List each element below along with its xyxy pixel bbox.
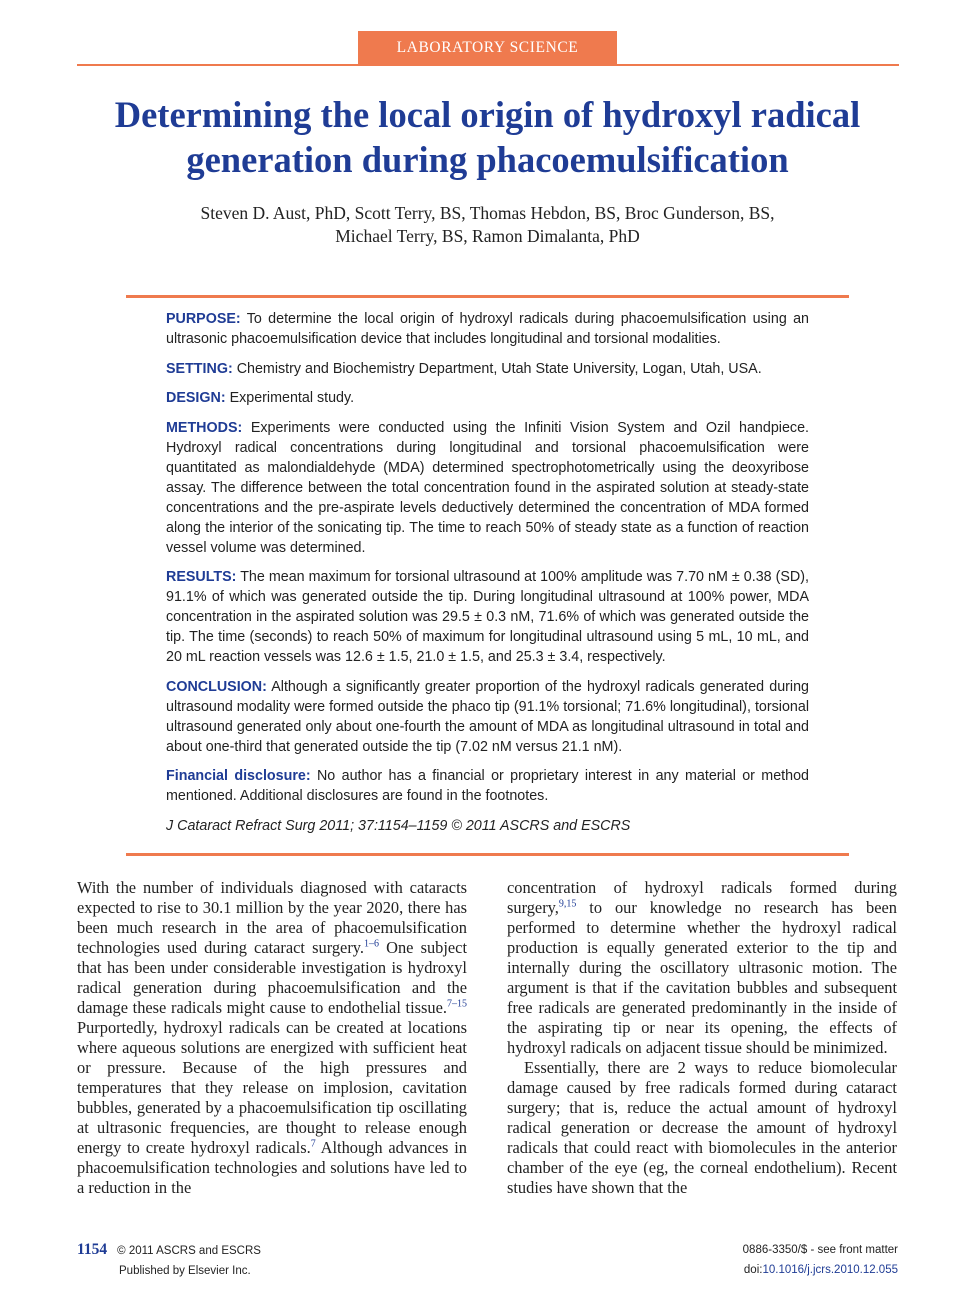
abstract-design (166, 388, 809, 408)
doi-link[interactable]: 10.1016/j.jcrs.2010.12.055 (762, 1264, 898, 1276)
results-text: The mean maximum for torsional ultrasound at 100% amplitude was 7.70 nM ± 0.38 (SD), 91.1% of which was generated outside the tip. During longitudinal ultrasound at 100% power, MDA concentration in the aspirated solution was 29.5 ± 0.3 nM, 71.6% of which was generated outside the tip. The time (seconds) to reach 50% of maximum for longitudinal ultrasound using 5 mL, 10 mL, and 20 mL reaction vessels was 12.6 ± 1.5, 21.0 ± 1.5, and 25.3 ± 3.4, respectively. (166, 569, 809, 665)
footer-issn: 0886-3350/$ - see front matter (742, 1244, 898, 1256)
footer-doi (743, 1260, 898, 1280)
reference-link[interactable]: 9,15 (558, 898, 577, 910)
abstract-results (166, 567, 809, 667)
footer-left (77, 1240, 261, 1281)
disclosure-text: No author has a financial or proprietary interest in any material or method mentioned. Additional disclosures are found in the footnotes. (166, 768, 809, 804)
abstract-conclusion (166, 677, 809, 757)
authors-line-1: Steven D. Aust, PhD, Scott Terry, BS, Thomas Hebdon, BS, Broc Gunderson, BS, (200, 203, 775, 223)
conclusion-text: Although a significantly greater proportion of the hydroxyl radicals generated during ultrasound modality were formed outside the phaco tip (91.1% torsional; 71.6% longitudinal), torsional ultrasound generated only about one-fourth the amount of MDA as longitudinal ultrasound in total and about one-third that generated outside the tip (7.02 nM versus 21.1 nM). (166, 678, 810, 755)
results-label: RESULTS: (166, 569, 237, 585)
doi-prefix: doi: (743, 1264, 763, 1276)
conclusion-label: CONCLUSION: (166, 678, 267, 695)
body-column-right (507, 878, 897, 1198)
article-title: Determining the local origin of hydroxyl radical generation during phacoemulsification (114, 94, 861, 180)
purpose-text: To determine the local origin of hydroxyl radicals during phacoemulsification using an ultrasonic phacoemulsification device that includes longitudinal and torsional modalities. (166, 311, 809, 347)
setting-text: Chemistry and Biochemistry Department, Utah State University, Logan, Utah, USA. (236, 360, 762, 377)
section-label: LABORATORY SCIENCE (358, 31, 617, 65)
author-list (60, 202, 915, 247)
design-text: Experimental study. (229, 390, 355, 406)
reference-link[interactable]: 7–15 (447, 998, 467, 1010)
purpose-label: PURPOSE: (166, 311, 241, 327)
abstract-setting (166, 359, 809, 379)
footer-publisher: Published by Elsevier Inc. (119, 1265, 251, 1277)
footer-right (743, 1240, 898, 1280)
body-text: Although advances in phacoemulsification technologies and solutions have led to a reduction in the (77, 1138, 468, 1197)
body-text: With the number of individuals diagnosed with cataracts expected to rise to 30.1 million by the year 2020, there has been much research in the area of phacoemulsification technologies used during cataract surgery. (77, 878, 467, 957)
reference-link[interactable]: 1–6 (364, 938, 380, 950)
body-column-left (77, 878, 467, 1198)
body-text: One subject that has been under considerable investigation is hydroxyl radical generation during phacoemulsification and the damage these radicals might cause to endothelial tissue. (77, 938, 467, 1017)
setting-label: SETTING: (166, 360, 233, 377)
disclosure-label: Financial disclosure: (166, 768, 311, 784)
body-text: Purportedly, hydroxyl radicals can be created at locations where aqueous solutions are energized with sufficient heat or pressure. Because of the high pressures and temperatures that they release on implosion, cavitation bubbles, generated by a phacoemulsification tip oscillating at ultrasonic frequencies, are thought to release enough energy to create hydroxyl radicals. (77, 1018, 467, 1157)
abstract (166, 309, 809, 845)
abstract-methods (166, 418, 809, 558)
body-paragraph (77, 878, 467, 1198)
methods-text: Experiments were conducted using the Infiniti Vision System and Ozil handpiece. Hydroxyl radical concentrations during longitudinal and torsional phacoemulsification were quantitated as malondialdehyde (MDA) determined spectrophotometrically using the deoxyribose assay. The difference between the total concentration found in the aspirated solution at steady-state concentrations and the pre-aspirate levels deductively determined the concentration of MDA formed along the interior of the sonicating tip. The time to reach 50% of steady state as a function of reaction vessel volume was determined. (166, 419, 809, 556)
abstract-purpose (166, 309, 809, 349)
reference-link[interactable]: 7 (310, 1138, 316, 1150)
abstract-disclosure (166, 766, 809, 806)
abstract-bottom-divider (126, 853, 849, 856)
header-divider (77, 64, 899, 66)
authors-line-2: Michael Terry, BS, Ramon Dimalanta, PhD (335, 225, 640, 246)
body-paragraph (507, 878, 897, 1058)
page-number: 1154 (77, 1241, 108, 1258)
body-paragraph: Essentially, there are 2 ways to reduce biomolecular damage caused by free radicals formed during cataract surgery; that is, reduce the actual amount of hydroxyl radical generation or decrease the amount of hydroxyl radicals that could react with biomolecules in the anterior chamber of the eye (eg, the corneal endothelium). Recent studies have shown that the (507, 1058, 897, 1197)
abstract-top-divider (126, 295, 849, 298)
body-text: concentration of hydroxyl radicals formed during surgery, (507, 878, 897, 917)
design-label: DESIGN: (166, 390, 226, 406)
methods-label: METHODS: (166, 419, 243, 436)
footer-copyright: © 2011 ASCRS and ESCRS (117, 1245, 261, 1257)
journal-citation: J Cataract Refract Surg 2011; 37:1154–1159 © 2011 ASCRS and ESCRS (166, 817, 631, 834)
body-text: to our knowledge no research has been performed to determine whether the hydroxyl radical production is equally generated exterior to the tip and internally during the oscillatory ultrasonic motion. The argument is that if the cavitation bubbles and subsequent free radicals are generated predominantly in the inside of the aspirating tip or near its opening, the effects of hydroxyl radicals on adjacent tissue should be minimized. (507, 898, 897, 1057)
